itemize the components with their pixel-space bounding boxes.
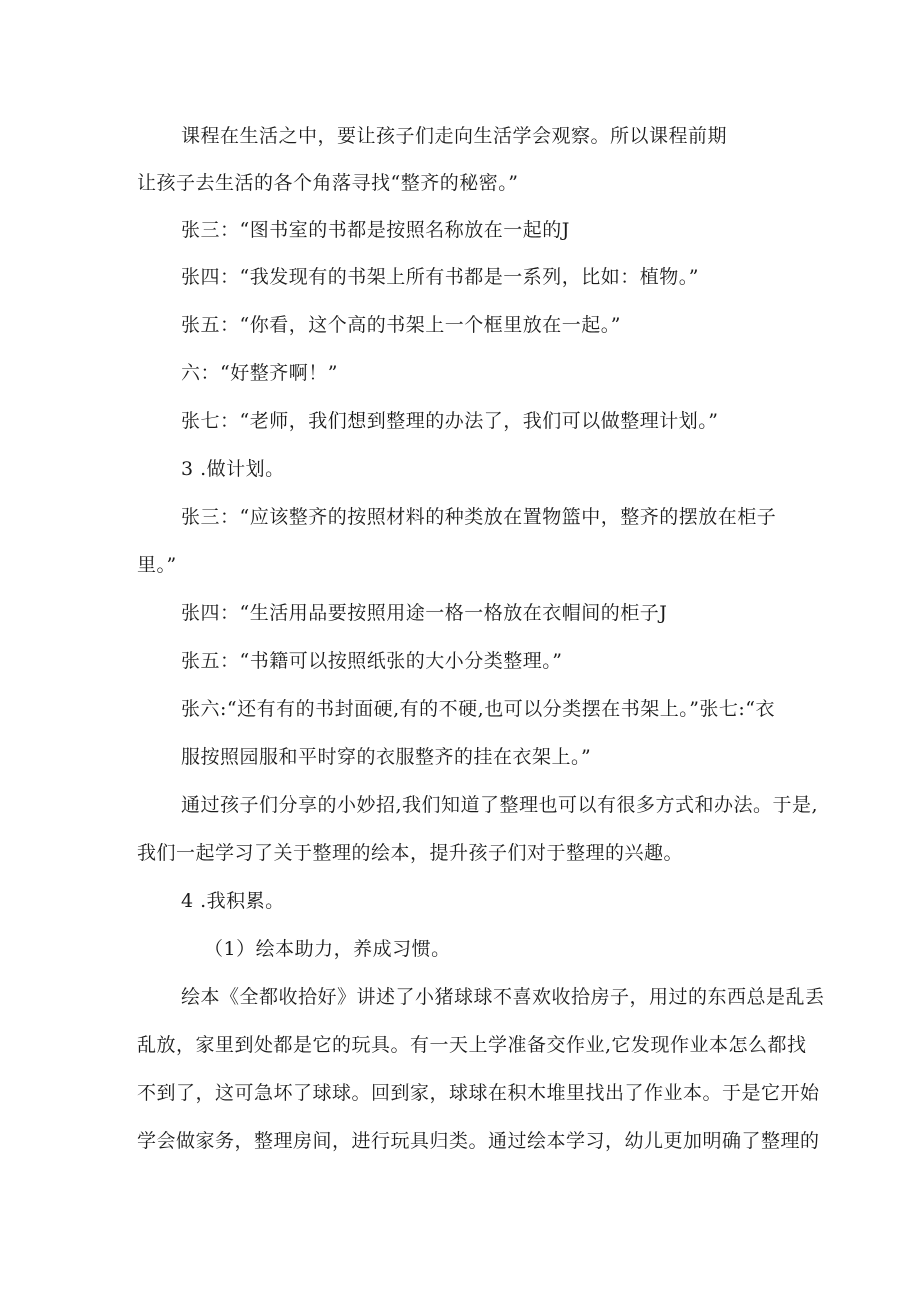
dialogue-line: 里。” [137, 554, 177, 576]
dialogue-line: 张五：“你看，这个高的书架上一个框里放在一起。” [181, 314, 621, 336]
dialogue-line: 服按照园服和平时穿的衣服整齐的挂在衣架上。” [181, 746, 592, 768]
section-heading: 3 .做计划。 [181, 458, 285, 480]
dialogue-line: 张七：“老师，我们想到整理的办法了，我们可以做整理计划。” [181, 410, 719, 432]
paragraph-line: 课程在生活之中，要让孩子们走向生活学会观察。所以课程前期 [181, 125, 728, 147]
dialogue-line: 张三：“图书室的书都是按照名称放在一起的J [181, 219, 570, 241]
paragraph-line: 不到了，这可急坏了球球。回到家，球球在积木堆里找出了作业本。于是它开始 [137, 1082, 820, 1104]
dialogue-line: 张六:“还有有的书封面硬,有的不硬,也可以分类摆在书架上。”张七:“衣 [181, 698, 776, 720]
dialogue-line: 六：“好整齐啊！” [181, 362, 338, 384]
subsection-heading: （1）绘本助力，养成习惯。 [204, 938, 451, 960]
dialogue-line: 张四：“我发现有的书架上所有书都是一系列，比如：植物。” [181, 266, 699, 288]
paragraph-line: 通过孩子们分享的小妙招,我们知道了整理也可以有很多方式和办法。于是, [181, 794, 819, 816]
dialogue-line: 张五：“书籍可以按照纸张的大小分类整理。” [181, 650, 563, 672]
paragraph-line: 我们一起学习了关于整理的绘本，提升孩子们对于整理的兴趣。 [137, 842, 684, 864]
dialogue-line: 张三：“应该整齐的按照材料的种类放在置物篮中，整齐的摆放在柜子 [181, 506, 777, 528]
paragraph-line: 乱放，家里到处都是它的玩具。有一天上学准备交作业,它发现作业本怎么都找 [137, 1034, 807, 1056]
paragraph-line: 绘本《全都收拾好》讲述了小猪球球不喜欢收拾房子，用过的东西总是乱丢 [181, 986, 825, 1008]
paragraph-line: 让孩子去生活的各个角落寻找“整齐的秘密。” [137, 172, 519, 194]
section-heading: 4 .我积累。 [181, 890, 285, 912]
paragraph-line: 学会做家务，整理房间，进行玩具归类。通过绘本学习，幼儿更加明确了整理的 [137, 1130, 820, 1152]
dialogue-line: 张四：“生活用品要按照用途一格一格放在衣帽间的柜子J [181, 602, 668, 624]
